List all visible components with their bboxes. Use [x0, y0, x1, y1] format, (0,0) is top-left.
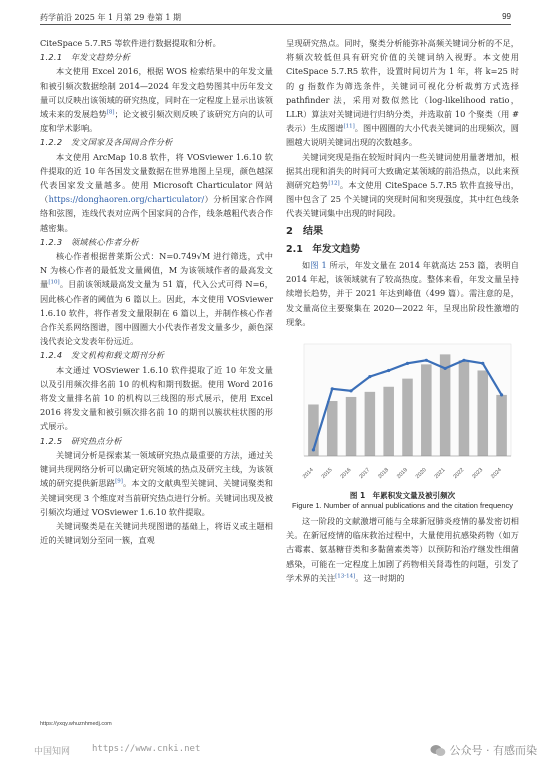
line-point: [481, 362, 484, 365]
section-1-2-5-text-2: 关键词聚类是在关键词共现图谱的基础上，将语义或主题相近的关键词划分至同一簇，直观: [40, 520, 273, 546]
x-tick-label: 2024: [490, 467, 504, 481]
page-number: 99: [502, 12, 511, 21]
right-column: [286, 36, 519, 585]
journal-title: 药学前沿 2025 年 1 月第 29 卷第 1 期: [40, 13, 182, 22]
x-tick-label: 2018: [377, 467, 391, 481]
citation-ref[interactable]: [12]: [328, 180, 340, 187]
line-point: [387, 369, 390, 372]
bar: [327, 401, 338, 456]
citation-ref[interactable]: [8]: [106, 109, 115, 116]
x-tick-label: 2019: [396, 467, 409, 481]
burst-paragraph: 关键词突现是指在较短时间内一些关键词使用量著增加，根据其出现和消失的时间可大致确定某领域的前沿热点，以此来预测研究趋势[12]。本文使用 CiteSpace 5.7.R5 软件直接导出，图中包含了 25 个关键词的突现时间和突现强度，其中红色线条代表关键词集中出现的时间段。: [286, 151, 519, 219]
bar: [402, 379, 413, 456]
wechat-icon: [430, 744, 446, 757]
section-1-2-1-title: 1.2.1 年发文趋势分析: [40, 52, 131, 63]
line-point: [331, 387, 334, 390]
line-point: [444, 367, 447, 370]
left-column: [40, 36, 273, 547]
figure-1-caption-cn: 图 1 年累积发文量及被引频次: [349, 491, 456, 501]
bar: [478, 371, 489, 457]
section-1-2-5-title: 1.2.5 研究热点分析: [40, 435, 122, 446]
line-point: [462, 359, 465, 362]
trend-paragraph: 如图 1 所示，年发文量在 2014 年就高达 253 篇，表明自 2014 年起，该领域就有了较高热度。整体来看，年发文量呈持续增长趋势，并于 2021 年达到峰值（499 篇）。需注意的是，发文量高位主要聚集在 2020—2022 年，呈现出阶段性激增的现象。: [286, 260, 519, 327]
section-1-2-2-title: 1.2.2 发文国家及各国间合作分析: [40, 137, 173, 148]
section-2-1-title: 2.1 年发文趋势: [286, 243, 360, 255]
figure-1-link[interactable]: 图 1: [310, 260, 327, 271]
charticulator-link[interactable]: https://donghaoren.org/charticulator/: [48, 194, 205, 205]
section-1-2-4-title: 1.2.4 发文机构和载文期刊分析: [40, 350, 165, 361]
bar: [365, 392, 376, 456]
cnki-url-watermark: https://www.cnki.net: [92, 744, 201, 754]
x-tick-label: 2016: [339, 467, 353, 481]
x-tick-label: 2015: [320, 467, 334, 481]
journal-url[interactable]: https://yxqy.whuznhmedj.com: [40, 721, 112, 727]
watermark-bar: [0, 738, 551, 766]
bar: [346, 397, 357, 456]
intro-text: CiteSpace 5.7.R5 等软件进行数据提取和分析。: [40, 38, 221, 48]
line-point: [368, 375, 371, 378]
x-tick-label: 2023: [471, 467, 485, 481]
section-2-title: 2 结果: [286, 225, 323, 237]
bar: [421, 364, 432, 456]
line-point: [425, 359, 428, 362]
section-1-2-3-text: 核心作者根据普莱斯公式：N=0.749√M 进行筛选，式中 N 为核心作者的最低发文量阈值，M 为该领域作者的最高发文量[10]。目前该领域最高发文量为 51 篇，代入公式可得 N=6，因此核心作者的阈值为 6 篇以上。因此，本文使用 VOSviewer 1.6.10 软件，将作者发文量限制在 6 篇以上，并制作核心作者合作关系网络图谱，图中圆圈大小代表作者发文量多少，颜色深浅代表论文发表年份远近。: [40, 251, 273, 347]
citation-ref[interactable]: [9]: [115, 478, 123, 485]
clustering-paragraph: 呈现研究热点。同时，聚类分析能弥补高频关键词分析的不足，将频次较低但具有研究价值的关键词纳入视野。本文使用 CiteSpace 5.7.R5 软件，设置时间切片为 1 年，将 k=25 时的 g 指数作为筛选条件，关键词可视化分析裁剪方式选择 pathfinder 法，采用对数似然比（log-likelihood ratio，LLR）算法对关键词进行归纳分类，并选取前 10 个聚类（用 # 表示）生成图谱[11]。图中圆圈的大小代表关键词的出现频次，圆圈越大说明关键词出现的次数越多。: [286, 38, 519, 148]
bar: [383, 387, 394, 456]
section-1-2-4-text: 本文通过 VOSviewer 1.6.10 软件提取了近 10 年发文量以及引用频次排名前 10 的机构和期刊数据。使用 Word 2016 将发文量排名前 10 的机构以三线图的形式展示，使用 Excel 2016 将发文量和被引频次排名前 10 的期刊以簇状柱状图的形式展示。: [40, 364, 273, 432]
citation-ref[interactable]: [11]: [343, 123, 355, 130]
section-1-2-2-text: 本文使用 ArcMap 10.8 软件，将 VOSviewer 1.6.10 软件提取的近 10 年各国发文量数据在世界地图上呈现，颜色越深代表国家发文量越多。使用 Microsoft Charticulator 网站（https://donghaoren.org/charticulator/）分析国家合作网络和弦图，连线代表对应两个国家间的合作，线条越粗代表合作越密集。: [40, 151, 273, 233]
section-1-2-3-title: 1.2.3 领域核心作者分析: [40, 236, 139, 247]
line-point: [500, 393, 503, 396]
page-header: [40, 8, 511, 22]
figure-1-svg: [286, 334, 519, 490]
line-point: [406, 362, 409, 365]
bar: [496, 395, 507, 456]
section-1-2-1-text: 本文使用 Excel 2016，根据 WOS 检索结果中的年发文量和被引频次数据绘制 2014—2024 年发文趋势图其中历年发文量可以反映出该领域的研究热度，同时在一定程度上显示出该领域未来的发展趋势[8]；论文被引频次则反映了该研究方向的认可度和学术影响。: [40, 66, 273, 134]
x-tick-label: 2020: [414, 467, 428, 481]
line-point: [312, 448, 315, 451]
header-rule: [40, 24, 511, 25]
figure-1-chart: [286, 334, 519, 490]
x-tick-label: 2017: [358, 467, 372, 481]
section-1-2-5-text: 关键词分析是探索某一领域研究热点最重要的方法，通过关键词共现网络分析可以确定研究领域的热点及研究主线，为该领域的研究提供新思路[9]。本文的文献典型关键词、关键词聚类和关键词突现 3 个维度对当前研究热点进行分析。关键词出现及被引频次均通过 VOSviewer 1.6.10 软件提取。: [40, 449, 273, 517]
cnki-watermark: 中国知网: [34, 747, 71, 757]
citation-ref[interactable]: [10]: [48, 279, 60, 286]
wechat-watermark: 公众号 · 有感而染: [430, 742, 538, 758]
line-point: [349, 389, 352, 392]
x-tick-label: 2022: [452, 467, 466, 481]
covid-paragraph: 这一阶段的文献激增可能与全球新冠肺炎疫情的暴发密切相关。在新冠疫情的临床救治过程中，大量使用抗感染药物（如万古霉素、氨基糖苷类和多黏菌素类等）以预防和治疗继发性细菌感染，可能在一定程度上加剧了药物相关肾毒性的问题，引发了学术界的关注[13-14]。这一时期的: [286, 516, 519, 583]
x-tick-label: 2014: [301, 467, 315, 481]
citation-ref[interactable]: [13-14]: [335, 573, 356, 580]
bar: [459, 360, 470, 456]
figure-1-caption-en: Figure 1. Number of annual publications and the citation frequency: [292, 501, 513, 511]
x-tick-label: 2021: [433, 467, 447, 481]
